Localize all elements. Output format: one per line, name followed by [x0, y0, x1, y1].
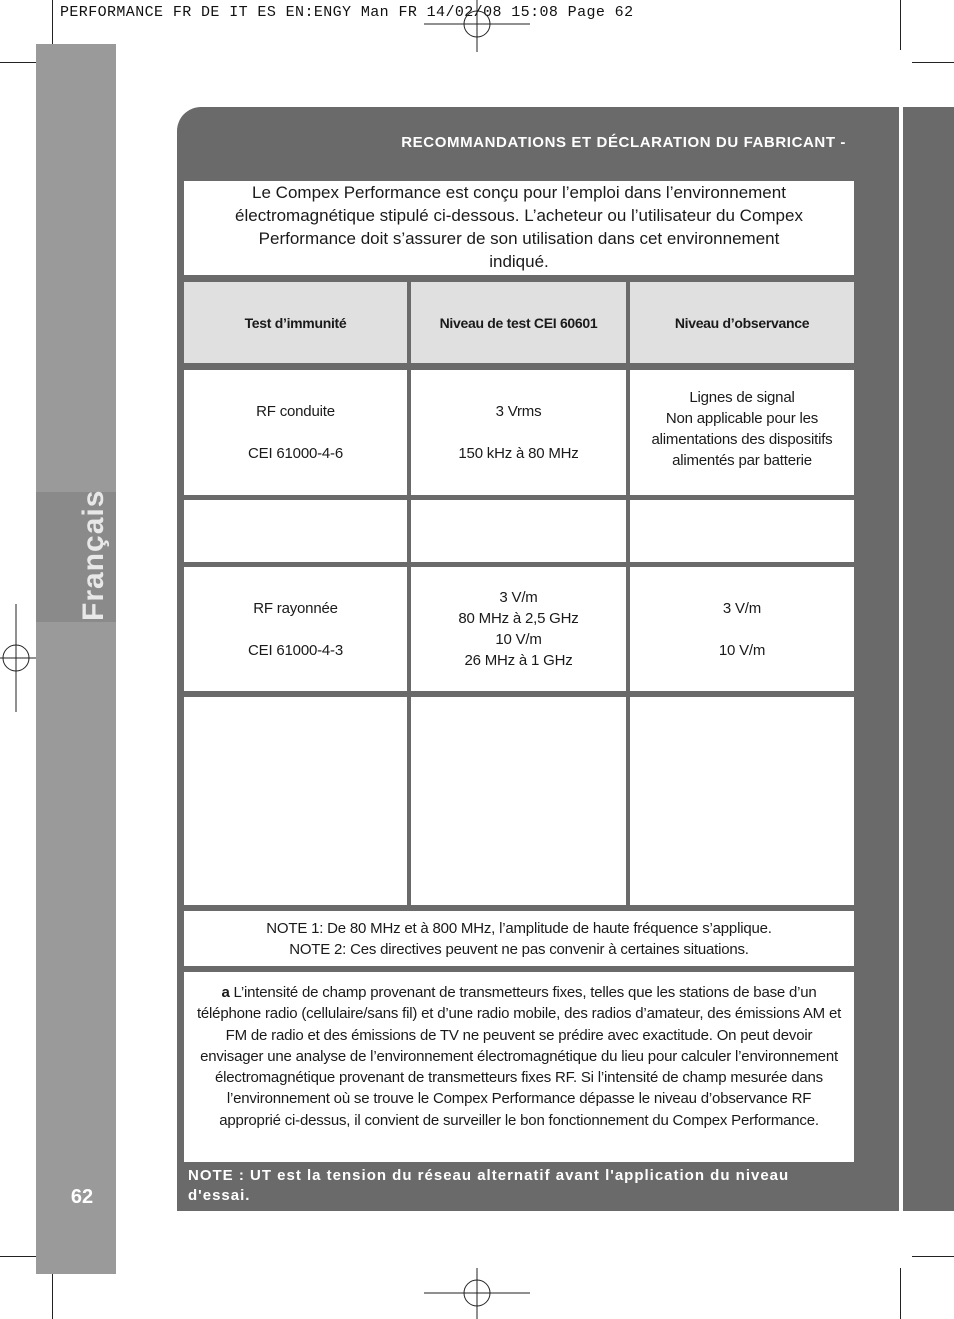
intro-line: électromagnétique stipulé ci-dessous. L’acheteur ou l’utilisateur du Compex	[235, 206, 803, 225]
cell-text: RF rayonnée CEI 61000-4-3	[248, 599, 343, 659]
table-cell	[630, 500, 854, 562]
header-label: Test d’immunité	[244, 314, 347, 331]
table-header-cell	[411, 282, 626, 363]
table-cell	[630, 370, 854, 495]
table-cell	[184, 697, 407, 905]
cell-text: RF conduite CEI 61000-4-6	[248, 403, 343, 462]
table-cell	[411, 370, 626, 495]
section-title: RECOMMANDATIONS ET DÉCLARATION DU FABRICANT -	[401, 134, 846, 151]
header-label: Niveau d’observance	[674, 314, 810, 331]
note-line: NOTE 1: De 80 MHz et à 800 MHz, l’amplitude de haute fréquence s’applique.	[266, 919, 772, 937]
table-cell	[630, 697, 854, 905]
table-header-cell	[184, 282, 407, 363]
intro-line: Le Compex Performance est conçu pour l’emploi dans l’environnement	[252, 183, 786, 202]
intro-block	[184, 181, 854, 275]
registration-mark-bottom-icon	[424, 1268, 530, 1319]
page-number: 62	[70, 1186, 94, 1208]
cell-text: 3 V/m 80 MHz à 2,5 GHz 10 V/m 26 MHz à 1 GHz	[458, 589, 579, 669]
table-cell	[630, 567, 854, 691]
table-cell	[411, 697, 626, 905]
registration-mark-top-icon	[424, 0, 530, 52]
crop-mark	[912, 1256, 954, 1257]
notes-block	[184, 911, 854, 966]
side-strip	[36, 44, 116, 1274]
language-label	[42, 489, 152, 622]
footer-note: NOTE : UT est la tension du réseau alternatif avant l'application du niveau d'essai.	[188, 1167, 790, 1204]
crop-mark	[52, 1268, 53, 1319]
cell-text: 3 Vrms 150 kHz à 80 MHz	[458, 403, 579, 462]
crop-mark	[900, 1268, 901, 1319]
print-header: PERFORMANCE FR DE IT ES EN:ENGY Man FR 14/02/08 15:08 Page 62	[60, 4, 634, 21]
note-line: NOTE 2: Ces directives peuvent ne pas convenir à certaines situations.	[289, 940, 749, 958]
crop-mark	[52, 0, 53, 50]
table-cell	[411, 500, 626, 562]
header-label: Niveau de test CEI 60601	[439, 314, 598, 331]
crop-mark	[912, 62, 954, 63]
intro-line: indiqué.	[489, 252, 549, 271]
right-edge-bar	[903, 107, 954, 1211]
table-cell	[411, 567, 626, 691]
table-cell	[184, 370, 407, 495]
intro-line: Performance doit s’assurer de son utilisation dans cet environnement	[258, 229, 780, 248]
footnote-text: L’intensité de champ provenant de transmetteurs fixes, telles que les stations de base d’un téléphone radio (cellulaire/sans fil) et d’une radio mobile, des radios d’amateur, des émissions AM et FM de radio et des émissions de TV ne peuvent se prédire avec exactitude. On peut devoir envisager une analyse de l’environnement électromagnétique du lieu pour calculer l’environnement électromagnétique provenant de transmetteurs fixes RF. Si l’intensité de champ mesurée dans l’environnement où se trouve le Compex Performance dépasse le niveau d’observance RF approprié ci-dessus, il convient de surveiller le bon fonctionnement du Compex Performance.	[196, 984, 842, 1129]
table-header-cell	[630, 282, 854, 363]
crop-mark	[900, 0, 901, 50]
footnote-marker: a	[221, 984, 230, 1001]
cell-text: 3 V/m 10 V/m	[718, 599, 766, 659]
footnote-block	[184, 972, 854, 1162]
cell-text: Lignes de signal Non applicable pour les alimentations des dispositifs alimentés par batterie	[651, 389, 833, 469]
table-cell	[184, 500, 407, 562]
table-cell	[184, 567, 407, 691]
language-text: Français	[77, 489, 110, 621]
